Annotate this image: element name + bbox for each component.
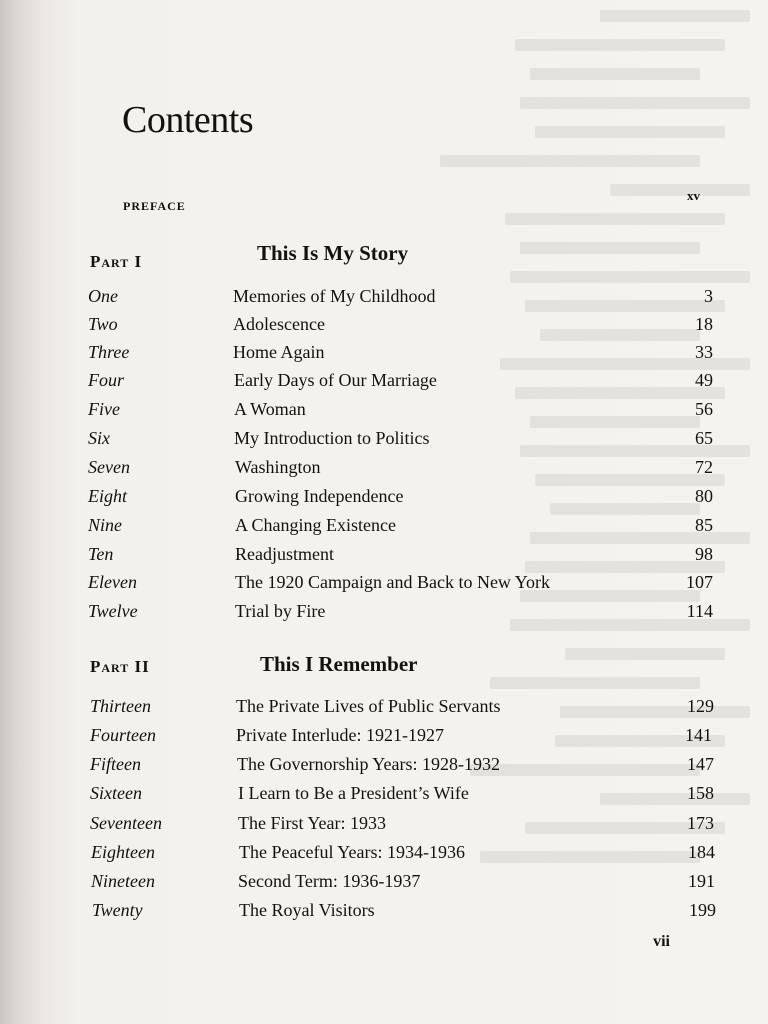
toc-row <box>88 511 713 539</box>
chapter-page: 33 <box>695 342 713 362</box>
chapter-title: My Introduction to Politics <box>234 428 430 448</box>
toc-row <box>88 395 713 423</box>
part-label-text: Part I <box>90 252 143 271</box>
chapter-title: The Peaceful Years: 1934-1936 <box>239 842 465 862</box>
page-folio: vii <box>653 933 670 950</box>
chapter-title: The Private Lives of Public Servants <box>236 696 501 716</box>
ghost-text-line <box>520 242 700 254</box>
chapter-page: 18 <box>695 314 713 334</box>
chapter-number: Six <box>88 428 110 448</box>
chapter-number: Eleven <box>88 572 137 592</box>
chapter-page: 129 <box>687 696 714 716</box>
page-title: Contents <box>122 99 254 141</box>
toc-row <box>91 867 715 895</box>
part-label-1 <box>90 252 142 272</box>
part-title-2: This I Remember <box>260 652 418 676</box>
chapter-number: Fifteen <box>90 754 141 774</box>
chapter-page: 199 <box>689 900 716 920</box>
toc-row <box>92 896 716 924</box>
chapter-number: Nine <box>88 515 122 535</box>
chapter-page: 56 <box>695 399 713 419</box>
chapter-title: The Royal Visitors <box>239 900 375 920</box>
chapter-number: Fourteen <box>90 725 156 745</box>
chapter-page: 49 <box>695 370 713 390</box>
toc-row <box>88 453 713 481</box>
chapter-page: 3 <box>704 286 713 306</box>
toc-row <box>88 338 713 366</box>
chapter-number: Five <box>88 399 120 419</box>
toc-row <box>88 597 713 625</box>
toc-row <box>90 750 714 778</box>
toc-row <box>88 540 713 568</box>
chapter-number: Four <box>88 370 124 390</box>
toc-row <box>91 838 715 866</box>
ghost-text-line <box>535 126 725 138</box>
chapter-title: Readjustment <box>235 544 334 564</box>
chapter-page: 141 <box>685 725 712 745</box>
part-label-text: Part II <box>90 657 150 676</box>
toc-row <box>88 282 713 310</box>
chapter-page: 114 <box>686 601 713 621</box>
chapter-page: 98 <box>695 544 713 564</box>
ghost-text-line <box>530 68 700 80</box>
chapter-page: 85 <box>695 515 713 535</box>
ghost-text-line <box>490 677 700 689</box>
chapter-number: Thirteen <box>90 696 151 716</box>
chapter-title: Second Term: 1936-1937 <box>238 871 421 891</box>
chapter-number: Eighteen <box>91 842 155 862</box>
ghost-text-line <box>520 97 750 109</box>
chapter-number: Eight <box>88 486 127 506</box>
chapter-page: 173 <box>687 813 714 833</box>
part-title-1: This Is My Story <box>257 241 409 265</box>
toc-row <box>90 692 714 720</box>
chapter-number: Three <box>88 342 130 362</box>
chapter-title: Adolescence <box>233 314 325 334</box>
chapter-title: A Woman <box>234 399 306 419</box>
chapter-title: Early Days of Our Marriage <box>234 370 437 390</box>
chapter-page: 72 <box>695 457 713 477</box>
toc-row <box>88 424 713 452</box>
preface-label: PREFACE <box>123 199 186 213</box>
chapter-title: Memories of My Childhood <box>233 286 436 306</box>
chapter-page: 80 <box>695 486 713 506</box>
ghost-text-line <box>440 155 700 167</box>
chapter-title: The 1920 Campaign and Back to New York <box>235 572 550 592</box>
chapter-title: Home Again <box>233 342 325 362</box>
chapter-number: Seven <box>88 457 130 477</box>
part-label-2 <box>90 657 150 677</box>
toc-row <box>88 366 713 394</box>
toc-row <box>88 482 713 510</box>
chapter-number: Twelve <box>88 601 138 621</box>
chapter-page: 158 <box>687 783 714 803</box>
chapter-page: 191 <box>688 871 715 891</box>
ghost-text-line <box>600 10 750 22</box>
chapter-page: 184 <box>688 842 715 862</box>
chapter-number: Twenty <box>92 900 143 920</box>
chapter-number: Two <box>88 314 118 334</box>
chapter-page: 65 <box>695 428 713 448</box>
chapter-number: Nineteen <box>91 871 155 891</box>
chapter-title: The First Year: 1933 <box>238 813 386 833</box>
ghost-text-line <box>515 39 725 51</box>
ghost-text-line <box>610 184 750 196</box>
chapter-title: I Learn to Be a President’s Wife <box>238 783 469 803</box>
chapter-number: Ten <box>88 544 114 564</box>
chapter-number: Seventeen <box>90 813 162 833</box>
chapter-number: Sixteen <box>90 783 142 803</box>
chapter-page: 147 <box>687 754 714 774</box>
chapter-title: Growing Independence <box>235 486 404 506</box>
chapter-title: Trial by Fire <box>235 601 326 621</box>
chapter-title: Washington <box>235 457 321 477</box>
chapter-title: Private Interlude: 1921-1927 <box>236 725 444 745</box>
preface-page-number: xv <box>687 188 700 203</box>
toc-row <box>90 809 714 837</box>
toc-row <box>90 779 714 807</box>
ghost-text-line <box>505 213 725 225</box>
toc-row <box>88 310 713 338</box>
chapter-title: A Changing Existence <box>235 515 396 535</box>
chapter-page: 107 <box>686 572 713 592</box>
ghost-text-line <box>565 648 725 660</box>
chapter-number: One <box>88 286 118 306</box>
toc-row <box>88 568 713 596</box>
toc-row <box>90 721 712 749</box>
chapter-title: The Governorship Years: 1928-1932 <box>237 754 500 774</box>
